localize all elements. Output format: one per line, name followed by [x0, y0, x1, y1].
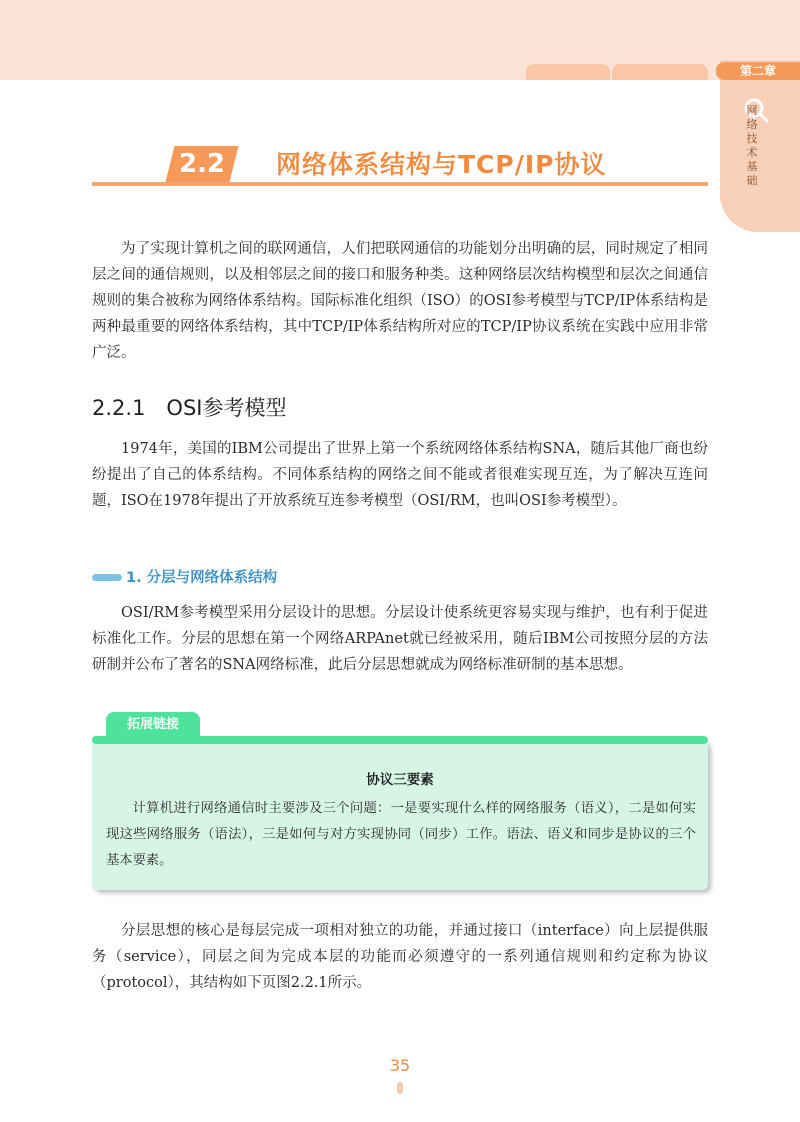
- section-number-badge: [166, 146, 239, 182]
- section-number: 2.2: [178, 149, 226, 179]
- extension-box-body: 计算机进行网络通信时主要涉及三个问题：一是要实现什么样的网络服务（语义），二是如何实现这些网络服务（语法），三是如何与对方实现协同（同步）工作。语法、语义和同步是协议的三个基本要素。: [106, 801, 696, 868]
- header-tab-decoration: [526, 64, 610, 80]
- chapter-side-tab: [720, 60, 800, 232]
- extension-box-tab: 拓展链接: [106, 712, 200, 738]
- extension-box-title: 协议三要素: [366, 772, 434, 788]
- subsection-paragraph: 1974年，美国的IBM公司提出了世界上第一个系统网络体系结构SNA，随后其他厂商也纷纷提出了自己的体系结构。不同体系结构的网络之间不能或者很难实现互连，为了解决互连问题，ISO在1978年提出了开放系统互连参考模型（OSI/RM，也叫OSI参考模型）。: [92, 441, 708, 509]
- chapter-label: 第二章: [716, 62, 800, 80]
- header-tab-decoration: [612, 64, 708, 80]
- closing-paragraph: 分层思想的核心是每层完成一项相对独立的功能，并通过接口（interface）向上层提供服务（service），同层之间为完成本层的功能而必须遵守的一系列通信规则和约定称为协议（protocol），其结构如下页图2.2.1所示。: [92, 923, 708, 991]
- chapter-name: 网络技术基础: [746, 104, 758, 187]
- section-title: 网络体系结构与TCP/IP协议: [276, 150, 607, 179]
- intro-paragraph: 为了实现计算机之间的联网通信，人们把联网通信的功能划分出明确的层，同时规定了相同层之间的通信规则，以及相邻层之间的接口和服务种类。这种网络层次结构模型和层次之间通信规则的集合被称为网络体系结构。国际标准化组织（ISO）的OSI参考模型与TCP/IP体系结构是两种最重要的网络体系结构，其中TCP/IP体系结构所对应的TCP/IP协议系统在实践中应用非常广泛。: [92, 241, 708, 361]
- subsection-heading: 2.2.1 OSI参考模型: [92, 396, 287, 420]
- page-number: 35: [389, 1056, 411, 1075]
- page-number-tick: [397, 1082, 403, 1094]
- point-heading: 1. 分层与网络体系结构: [126, 570, 278, 586]
- point-paragraph: OSI/RM参考模型采用分层设计的思想。分层设计使系统更容易实现与维护，也有利于促进标准化工作。分层的思想在第一个网络ARPAnet就已经被采用，随后IBM公司按照分层的方法研制并公布了著名的SNA网络标准，此后分层思想就成为网络标准研制的基本思想。: [92, 605, 708, 673]
- point-heading-marker: [92, 574, 122, 581]
